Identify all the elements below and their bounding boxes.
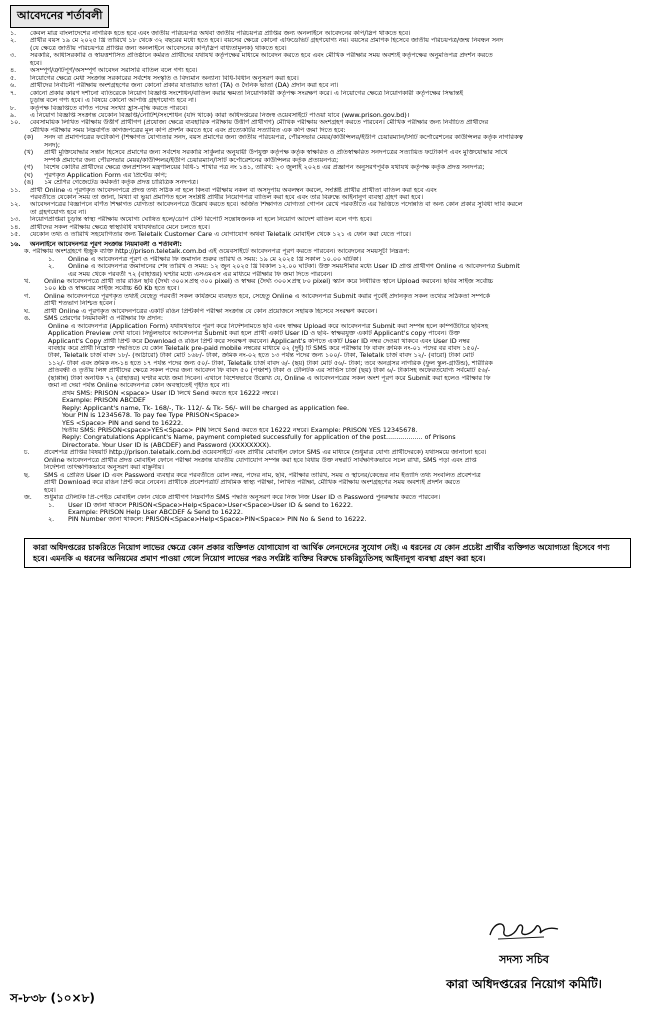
condition-item-text: প্রার্থীদের নির্বাচনী পরীক্ষায় অংশগ্রহণের জন্য কোনো প্রকার যাতায়াত ভাতা (TA) ও দৈনিক ভাতা (DA) প্রদান করা হবে না। [30, 82, 339, 90]
schedule-number: ১. [48, 255, 55, 263]
condition-item-text: কর্তৃপক্ষ বিজ্ঞপ্তিতে বর্ণিত পদের সংখ্যা হ্রাস-বৃদ্ধি করতে পারবে। [30, 104, 188, 112]
condition-item-text: বেবসাময়িক লিখিত পরীক্ষায় উত্তীর্ণ প্রার্থীগণ (প্রযোজ্য ক্ষেত্রে ব্যবহারিক পরীক্ষায় উত্তীর্ণ প্রার্থীগণ) মৌখিক পরীক্ষায় অংশগ্রহণ করতে পারবেন। মৌখিক পরীক্ষার জন্য নির্বাচিত প্রার্থীদের [30, 119, 489, 127]
condition-item-text: প্রার্থী Online এ পূরণকৃত আবেদনপত্রে প্রদত্ত তথ্য সঠিক না হলে কিংবা পরীক্ষায় নকল বা অসদুপায় অবলম্বন করলে, সংশ্লিষ্ট প্রার্থীর প্রার্থীতা বাতিল করা হবে এবং [30, 186, 437, 194]
recovery-item-number [48, 509, 68, 516]
schedule-text: Online এ আবেদনপত্র জমাদানের শেষ তারিখ ও সময়: ১২ জুন ২০২৫ খ্রি বিকাল ১২.০০ ঘটিকা। উক্ত সময়সীমার মধ্যে User ID প্রাপ্ত প্রার্থীগণ Online এ আবেদনপত্র Submit [68, 263, 520, 271]
condition-item-number [10, 45, 30, 52]
online-item-number [24, 457, 44, 464]
condition-item [10, 67, 645, 74]
condition-item-number: ৫. [10, 74, 17, 82]
condition-item-text: আবেদনপত্রের বিজ্ঞাপনে বর্ণিত শিক্ষাগত যোগ্যতা আবেদনপত্রে উল্লেখ করতে হবে। অর্জিত শিক্ষাগত যোগ্যতা গোপন রেখে পরবর্তীতে এর ভিত্তিতে পদোন্নতি বা অন্য কোন প্রকার সুবিধা দাবি করলে [30, 201, 523, 209]
conditions-list-2 [10, 187, 645, 239]
condition-item [10, 97, 645, 104]
condition-item [10, 216, 645, 223]
sub-item [10, 164, 645, 171]
condition-item [10, 231, 645, 238]
sub-item-text: বিশেষ কোটার প্রার্থীদের ক্ষেত্রে জনপ্রশাসন মন্ত্রণালয়ের বিধি-১ শাখার পত্র নং ১৪১, তারিখ: ২৩ জুলাই ২০২৪ এর প্রজ্ঞাপন অনুসরণপূর্বক যথাযথ কর্তৃপক্ষ কর্তৃক প্রদত্ত সনদপত্র; [44, 164, 485, 172]
condition-item-text: (যে ক্ষেত্রে জাতীয় পরিচয়পত্র প্রাপ্তির জন্য অনলাইনে আবেদনের কপি/স্লিপ বাধ্যতামূলক) থাকতে হবে। [30, 44, 287, 52]
page-title: আবেদনের শর্তাবলী [10, 5, 109, 28]
sms-paragraph-line: জমা না দেয়া পর্যন্ত Online আবেদনপত্র কোন অবস্থাতেই গৃহীত হবে না। [48, 382, 230, 390]
online-items [10, 278, 645, 323]
condition-item-number [10, 127, 30, 134]
condition-item-number: ১. [10, 30, 17, 37]
online-item-text: Online আবেদনপত্রে পূরণকৃত তথ্যই যেহেতু পরবর্তী সকল কার্যক্রমে ব্যবহৃত হবে, সেহেতু Online এ আবেদনপত্র Submit করার পূর্বেই প্রদানকৃত সকল তথ্যের সঠিকতা সম্পর্কে [44, 292, 490, 300]
condition-item [10, 90, 645, 97]
condition-item-number: ১১. [10, 186, 21, 194]
online-item-text: শুধুমাত্র টেলিটক প্রি-পেইড মোবাইল ফোন থেকে প্রার্থীগণ নিম্নবর্ণিত SMS পদ্ধতি অনুসরণ করে নিজ নিজ User ID ও Password পুনরুদ্ধার করতে পারবেন। [44, 494, 441, 502]
recovery-item-number: ২. [48, 516, 55, 524]
condition-item [10, 194, 645, 201]
sub-item-number [24, 142, 44, 149]
condition-item-number: ৩. [10, 52, 17, 60]
recovery-item-text: PIN Number জানা থাকলে: PRISON<Space>Help<Space>PIN<Space> PIN No & Send to 16222. [68, 516, 367, 524]
online-item [10, 479, 645, 486]
condition-item [10, 37, 645, 44]
condition-item [10, 224, 645, 231]
online-schedule [10, 256, 645, 278]
condition-item-text: এ নিয়োগ বিজ্ঞপ্তি সংক্রান্ত যেকোন বিজ্ঞপ্তি/নোটিশ/সংশোধন (যদি থাকে) কারা অধিদপ্তরের নিজস্ব ওয়েবসাইটে পাওয়া যাবে (www.prison.gov.bd)। [30, 111, 410, 119]
sms-example-line: প্রথম SMS: PRISON <space> User ID লিখে Send করতে হবে 16222 নম্বরে। [62, 389, 279, 397]
condition-item-text: যেকোন তথ্য ও তারিখি সহযোগিতার জন্য Teletalk Customer Care এ যোগাযোগ অথবা Teletalk মোবাইল থেকে ১২১ এ ফোন করা যেতে পারে। [30, 231, 411, 239]
sub-item [10, 179, 645, 186]
online-item-number [24, 479, 44, 486]
recovery-item-number: ১. [48, 501, 55, 509]
online-item-text: Online আবেদনপত্রে প্রার্থী তার রঙিন ছবি (দৈর্ঘ্য ৩০০×প্রস্থ ৩০০ pixel) ও স্বাক্ষর (দৈর্ঘ্য ৩০০×প্রস্থ ৮০ pixel) স্ক্যান করে নির্ধারিত স্থানে Upload করবেন। ছবির সাইজ সর্বোচ্চ [44, 277, 494, 285]
condition-item-text: অসম্পূর্ণ/ত্রুটিপূর্ণ/অসম্পূর্ণ আবেদন সরাসরি বাতিল বলে গণ্য হবে। [30, 67, 198, 75]
condition-item-text: প্রার্থীদের সকল পরীক্ষায় ক্ষেত্রে স্বাস্থ্যবিধি যথাযথভাবে মেনে চলতে হবে। [30, 223, 210, 231]
online-item-text: Online আবেদনপত্রে প্রার্থীর প্রদত্ত মোবাইল ফোনে পরীক্ষা সংক্রান্ত যাবতীয় যোগাযোগ সম্পন্ন করা হবে বিধায় উক্ত নম্বরটি সার্বক্ষণিকভাবে সচল রাখা, SMS পড়া এবং প্রাপ্ত [44, 456, 477, 464]
condition-item-text: নিয়োগপ্রাপ্তরা চূড়ান্ত স্বাস্থ্য পরীক্ষায় অযোগ্য ঘোষিত হলে/ডোপ টেস্ট রিপোর্ট সন্তোষজনক না হলে নিয়োগ আদেশ বাতিল বলে গণ্য হবে। [30, 216, 372, 224]
recovery-item [10, 502, 645, 509]
online-item-text: SMS প্রেরণের নিয়মাবলী ও পরীক্ষার ফি প্রদান: [44, 315, 163, 323]
online-item-text: ১০০ kb ও স্বাক্ষরের সাইজ সর্বোচ্চ 60 Kb হতে হবে। [44, 285, 180, 293]
online-item-number [24, 300, 44, 307]
condition-item-text: মৌখিক পরীক্ষার সময় নিম্নবর্ণিত কাগজপত্রের মূল কপি প্রদর্শন করতে হবে এবং প্রত্যেকটির সত্যায়িত এক কপি জমা দিতে হবে: [30, 126, 346, 134]
online-item-number [24, 487, 44, 494]
sms-example-line: YES <Space> PIN and send to 16222. [62, 419, 184, 427]
condition-item-number: ১৩. [10, 216, 21, 224]
condition-item-number: ৮. [10, 104, 17, 112]
sub-item-number: (ঙ) [24, 179, 34, 187]
reference-code: স-৮৩৮ (১০×৮) [10, 991, 95, 1005]
sub-item-number: (ক) [24, 134, 34, 142]
online-item-number [24, 285, 44, 292]
sub-item-text: সম্পর্ক প্রমাণের জন্য পৌরসভার মেয়র/কাউন্সিলর/ইউপি চেয়ারম্যান/সিটি কর্পোরেশনের কাউন্সিলর কর্তৃক প্রত্যয়নপত্র; [44, 156, 339, 164]
condition-item [10, 82, 645, 89]
password-recovery [10, 502, 645, 524]
condition-item [10, 187, 645, 194]
online-item-number: ঙ. [24, 315, 31, 323]
condition-item-text: চূড়ান্ত বলে গণ্য হবে। এ বিষয়ে কোনো আপত্তি গ্রহণযোগ্য হবে না। [30, 97, 197, 105]
schedule-item [10, 256, 645, 263]
condition-item-number [10, 97, 30, 104]
online-item-text: প্রবেশপত্র প্রাপ্তির বিষয়টি http://prison.teletalk.com.bd ওয়েবসাইটে এবং প্রার্থীর মোবাইল ফোনে SMS এর মাধ্যমে (শুধুমাত্র যোগ্য প্রার্থীদেরকে) যথাসময়ে জানানো হবে। [44, 449, 487, 457]
condition-item [10, 75, 645, 82]
online-item [10, 457, 645, 464]
online-item-text: প্রার্থী Online এ পূরণকৃত আবেদনপত্রের একটি রঙিন প্রিন্টকপি পরীক্ষা সংক্রান্ত যে কোন প্রয়োজনে সহায়ক হিসেবে সংরক্ষণ করবেন। [44, 307, 378, 315]
condition-item-text: নিয়োগের ক্ষেত্রে মেধা সংক্রান্ত সরকারের সর্বশেষ সংস্কৃতি ও বিদ্যমান অন্যান্য বিধি-বিধান অনুসরণ করা হবে। [30, 74, 299, 82]
sms-paragraph-line: ব্যবহার করে প্রার্থী নিম্নোক্ত পদ্ধতিতে যে কোন Teletalk pre-paid mobile নম্বরের মাধ্যমে ০২ (দুই) টি SMS করে পরীক্ষার ফি বাবদ ক্রমিক নং-০১ পদের বর বাবদ ১৫০/- [48, 345, 480, 353]
condition-item-number: ১৫. [10, 231, 21, 239]
online-item-number: গ. [24, 292, 31, 300]
condition-item-number: ৪. [10, 67, 17, 75]
recovery-item-text: Example: PRISON Help User ABCDEF & Send to 16222. [68, 509, 243, 516]
condition-item [10, 30, 645, 37]
sub-item-text: প্রার্থী মুক্তিযোদ্ধার সন্তান হিসেবে প্রমাণের জন্য সর্বশেষ সরকারি সার্কুলার অনুযায়ী উপযুক্ত কর্তৃপক্ষ কর্তৃক স্বাক্ষরিত ও প্রতিস্বাক্ষরিত সনদপত্রের সত্যায়িত ফটোকপি এবং মুক্তিযোদ্ধার সাথে [44, 149, 508, 157]
sub-item-number [24, 157, 44, 164]
condition-item-number [10, 209, 30, 216]
sms-paragraph-line: (ছাপ্পান্ন) টাকা অনধিক ৭২ (বাহাত্তর) ঘণ্টার মধ্যে জমা দিবেন। এখানে বিশেষভাবে উল্লেখ্য যে, Online এ আবেদনপত্রের সকল অংশ পূরণ করে Submit করা হলেও পরীক্ষার ফি [48, 374, 491, 382]
online-item [10, 494, 645, 501]
sms-paragraph [10, 323, 645, 390]
sub-item [10, 134, 645, 141]
signature-block [419, 915, 629, 996]
condition-item-number: ৭. [10, 89, 17, 97]
condition-item-number: ১২. [10, 201, 21, 209]
condition-item-number: ১৪. [10, 223, 21, 231]
condition-item-number: ২. [10, 37, 17, 45]
online-item-number: চ. [24, 449, 30, 457]
recovery-item [10, 516, 645, 523]
online-item-number: ছ. [24, 471, 30, 479]
online-item-number: ঘ. [24, 307, 30, 315]
online-item-text: প্রার্থী Download করে রঙিন প্রিন্ট করে নেবেন। প্রার্থীকে প্রবেশপত্রটি প্রাথমিক স্বাস্থ্য পরীক্ষা, লিখিত পরীক্ষা, মৌখিক পরীক্ষায় অংশগ্রহণের সময় অবশ্যই প্রদর্শন করতে [44, 479, 460, 487]
schedule-number [48, 271, 68, 278]
schedule-text: Online এ আবেদনপত্র পূরণ ও পরীক্ষার ফি জমাদান শুরুর তারিখ ও সময়: ১৯ মে ২০২৫ খ্রি সকাল ১০.০০ ঘটিকা। [68, 255, 362, 263]
sub-item [10, 172, 645, 179]
condition-item [10, 209, 645, 216]
condition-item [10, 105, 645, 112]
sms-example-line: Reply: Congratulations Applicant's Name, payment completed successfully for application of the post.................. of Prisons [62, 434, 456, 442]
online-item-text: প্রার্থী শতভাগ নিশ্চিত হবেন। [44, 300, 115, 308]
online-item [10, 300, 645, 307]
conditions-list [10, 30, 645, 134]
sub-item-text: সনদ বা প্রমাণপত্রের ফটোকপি (শিক্ষাগত যোগ্যতার সনদ, বয়স প্রমাণের জন্য জাতীয় পরিচয়পত্র, পৌরসভার মেয়র/কাউন্সিলর/ইউপি চেয়ারম্যান/সিটি কর্পোরেশনের কাউন্সিলর কর্তৃক নাগরিকত্ব [44, 134, 523, 142]
condition-item [10, 45, 645, 52]
online-items-2 [10, 449, 645, 501]
online-item-text: হবে। [44, 486, 56, 494]
signature-image [484, 915, 564, 945]
sms-example-line: Directorate. Your User ID is (ABCDEF) and Password (XXXXXXXX). [62, 441, 272, 449]
condition-item-number: ৯. [10, 111, 17, 119]
sms-example-line: Reply: Applicant's name, Tk- 168/-, Tk- 112/- & Tk- 56/- will be charged as application fee. [62, 404, 349, 412]
recovery-item-text: User ID জানা থাকলে PRISON<Space>Help<Space>User<Space>User ID & send to 16222. [68, 501, 353, 509]
sub-item-text: সনদ); [44, 141, 61, 149]
online-intro: ক. পরীক্ষায় অংশগ্রহণে ইচ্ছুক ব্যক্তি http://prison.teletalk.com.bd এই ওয়েবসাইটে আবেদনপত্র পূরণ করতে পারবেন। আবেদনের সময়সূচী নিম্নরূপ: [24, 248, 410, 256]
sms-paragraph-line: টাকা, Teletalk চার্জ বাবদ ১৮/- (আঠারো) টাকা মোট ১৬৮/- টাকা, ক্রমিক নং-০২ হতে ১৩ পর্যন্ত পদের জন্য ১০০/- টাকা, Teletalk চার্জ বাবদ ১২/- (বারো) টাকা মোট [48, 352, 474, 360]
condition-item [10, 112, 645, 119]
sms-paragraph-line: Applicant's Copy প্রার্থী প্রিন্ট করে Download ও রঙিন প্রিন্ট করে সংরক্ষণ করবেন। Applicant's কপিতে একটি User ID নম্বর দেওয়া থাকবে এবং User ID নম্বর [48, 337, 470, 345]
online-item [10, 315, 645, 322]
schedule-item [10, 271, 645, 278]
sub-item-text: পূরণকৃত Application Form এর প্রিন্টেড কপি; [44, 171, 168, 179]
online-item-text: নির্দেশনা তাৎক্ষণিকভাবে অনুসরণ করা বাঞ্ছনীয়। [44, 464, 164, 472]
online-item-number: খ. [24, 277, 31, 285]
condition-item-number [10, 60, 30, 67]
warning-notice-box: কারা অধিদপ্তরের চাকরিতে নিয়োগ লাভের ক্ষেত্রে কোন প্রকার ব্যক্তিগত যোগাযোগ বা আর্থিক লেনদেনের সুযোগ নেই। এ ধরনের যে কোন প্রচেষ্টা প্রার্থীর ব্যক্তিগত অযোগ্যতা হিসেবে গণ্য হবে। এমনকি এ ধরনের অনিয়মের প্রমাণ পাওয়া গেলে নিয়োগ লাভের পরও সংশ্লিষ্ট ব্যক্তির বিরুদ্ধে চাকরিচ্যুতিসহ আইনানুগ ব্যবস্থা গ্রহণ করা হবে। [24, 538, 631, 568]
condition-10-sublist [10, 134, 645, 186]
condition-item-text: সরকারি, আধাসরকারি ও স্বায়ত্তশাসিত প্রতিষ্ঠানে কর্মরত প্রার্থীদের যথাযথ কর্তৃপক্ষের মাধ্যমে আবেদন করতে হবে এবং মৌখিক পরীক্ষার সময় অবশ্যই কর্তৃপক্ষের অনুমতিপত্র প্রদর্শন করতে [30, 52, 493, 60]
condition-item [10, 127, 645, 134]
condition-item-text: হবে। [30, 59, 42, 67]
recovery-item [10, 509, 645, 516]
schedule-item [10, 263, 645, 270]
condition-item [10, 60, 645, 67]
sub-item-number: (খ) [24, 149, 34, 157]
condition-item-text: কেবল মাত্র বাংলাদেশের নাগরিক হতে হবে এবং জাতীয় পরিচয়পত্র অথবা জাতীয় পরিচয়পত্র প্রাপ্তির জন্য অনলাইনে আবেদনের কপি/স্লিপ থাকতে হবে। [30, 30, 411, 37]
sms-example-line: Example: PRISON ABCDEF [62, 397, 146, 405]
sub-item-number: (ঘ) [24, 171, 33, 179]
condition-item-number: ৬. [10, 82, 17, 90]
condition-item-text: কোনো প্রকার কারণ দর্শানো ব্যতিরেকে নিয়োগ বিজ্ঞপ্তি সংশোধন/বাতিল করার ক্ষমতা নিয়োগকারী কর্তৃপক্ষ সংরক্ষণ করে। এ নিয়োগের ক্ষেত্রে নিয়োগকারী কর্তৃপক্ষের সিদ্ধান্তই [30, 89, 463, 97]
signatory-title: সদস্য সচিব [499, 953, 549, 966]
online-item [10, 293, 645, 300]
condition-item [10, 201, 645, 208]
sms-paragraph-line: ১১২/- টাকা এবং ক্রমিক নং-১৪ হতে ১৭ পর্যন্ত পদের জন্য ৫০/- টাকা, Teletalk চার্জ বাবদ ৬/- (ছয়) টাকা মোট ৫৬/- টাকা; তবে অনগ্রসর নাগরিক (ফুল স্কুল-গ্রাউন্ড), শারীরিক [48, 359, 493, 367]
online-item [10, 472, 645, 479]
sub-item-number: (গ) [24, 164, 34, 172]
condition-item-number: ১০. [10, 119, 21, 127]
online-item [10, 285, 645, 292]
sub-item [10, 142, 645, 149]
sms-paragraph-line: Online এ আবেদনপত্র (Application Form) যথাযথভাবে পূরণ করে নির্দেশনামতে ছবি এবং স্বাক্ষর Upload করে আবেদনপত্র Submit করা সম্পন্ন হলে কম্পিউটারে ছবিসহ [48, 322, 489, 330]
condition-item-text: পরবর্তীতে যেকোন সময় তা জানা, মিথ্যা বা ভুয়া প্রমাণিত হলে সংশ্লিষ্ট প্রার্থীর নিয়োগপত্র বাতিল করা হবে এবং তার বিরুদ্ধে আইনানুগ ব্যবস্থা গ্রহণ করা হবে। [30, 193, 423, 201]
sub-item-text: ১ম শ্রেণির গেজেটেড কর্মকর্তা কর্তৃক প্রদত্ত চারিত্রিক সনদপত্র। [44, 179, 199, 187]
committee-name: কারা অধিদপ্তরের নিয়োগ কমিটি। [446, 977, 602, 991]
online-item [10, 449, 645, 456]
condition-item-text: প্রার্থীর বয়স ১৯ মে ২০২৫ খ্রি তারিখে ১৮ থেকে ৩২ বছরের মধ্যে হতে হবে। বয়সের ক্ষেত্রে কোনো এফিডেভিট গ্রহণযোগ্য নয়। বয়সের প্রমাণক হিসেবে জাতীয় পরিচয়পত্র/জন্ম নিবন্ধন সনদ [30, 37, 504, 45]
sms-example [10, 390, 645, 450]
online-item [10, 487, 645, 494]
online-item-number: জ. [24, 494, 32, 502]
online-item-text: SMS এ প্রেরিত User ID এবং Password ব্যবহার করে পরবর্তীতে রোল নম্বর, পদের নাম, ছবি, পরীক্ষার তারিখ, সময় ও স্থানের/কেন্দ্রের নাম ইত্যাদি তথ্য সংবলিত প্রবেশপত্র [44, 471, 481, 479]
condition-item-text: তা গ্রহণযোগ্য হবে না। [30, 208, 87, 216]
schedule-text: এর সময় থেকে পরবর্তী ৭২ (বাহাত্তর) ঘণ্টার মধ্যে এসএমএস এর মাধ্যমে পরীক্ষার ফি জমা দিতে পারবেন। [68, 270, 333, 278]
condition-item [10, 52, 645, 59]
sub-item [10, 149, 645, 156]
online-item-number [24, 464, 44, 471]
sub-item [10, 157, 645, 164]
condition-item-number [10, 194, 30, 201]
sms-paragraph-line: প্রতিবন্ধী ও তৃতীয় লিঙ্গ প্রার্থীদের ক্ষেত্রে সকল পদের জন্য আবেদন ফি বাবদ ৫০ (পঞ্চাশ) টাকা ও টেলিটক এর সার্ভিস চার্জ (ছয়) টাকা ৬/- টাকাসহ অফেরতযোগ্য সর্বমোট ৫৬/- [48, 367, 491, 375]
sms-example-line: Your PIN is 12345678. To pay fee Type PRISON<Space> [62, 412, 240, 420]
online-section-heading: ১৬. অনলাইনে আবেদনপত্র পূরণ সংক্রান্ত নিয়মাবলী ও শর্তাবলী: [10, 240, 182, 248]
online-item [10, 278, 645, 285]
sms-paragraph-line: Application Preview দেখা যাবে। নির্ভুলভাবে আবেদনপত্র Submit করা হলে প্রার্থী একটি User ID ও ছবি- স্বাক্ষরযুক্ত একটি Applicant's copy পাবেন। উক্ত [48, 330, 460, 338]
sms-example-line: দ্বিতীয় SMS: PRISON<space>YES<Space> PIN লিখে Send করতে হবে 16222 নম্বরে। Example: PRISON YES 12345678. [62, 427, 418, 435]
condition-item [10, 119, 645, 126]
online-item [10, 308, 645, 315]
online-item [10, 464, 645, 471]
schedule-number: ২. [48, 263, 55, 271]
